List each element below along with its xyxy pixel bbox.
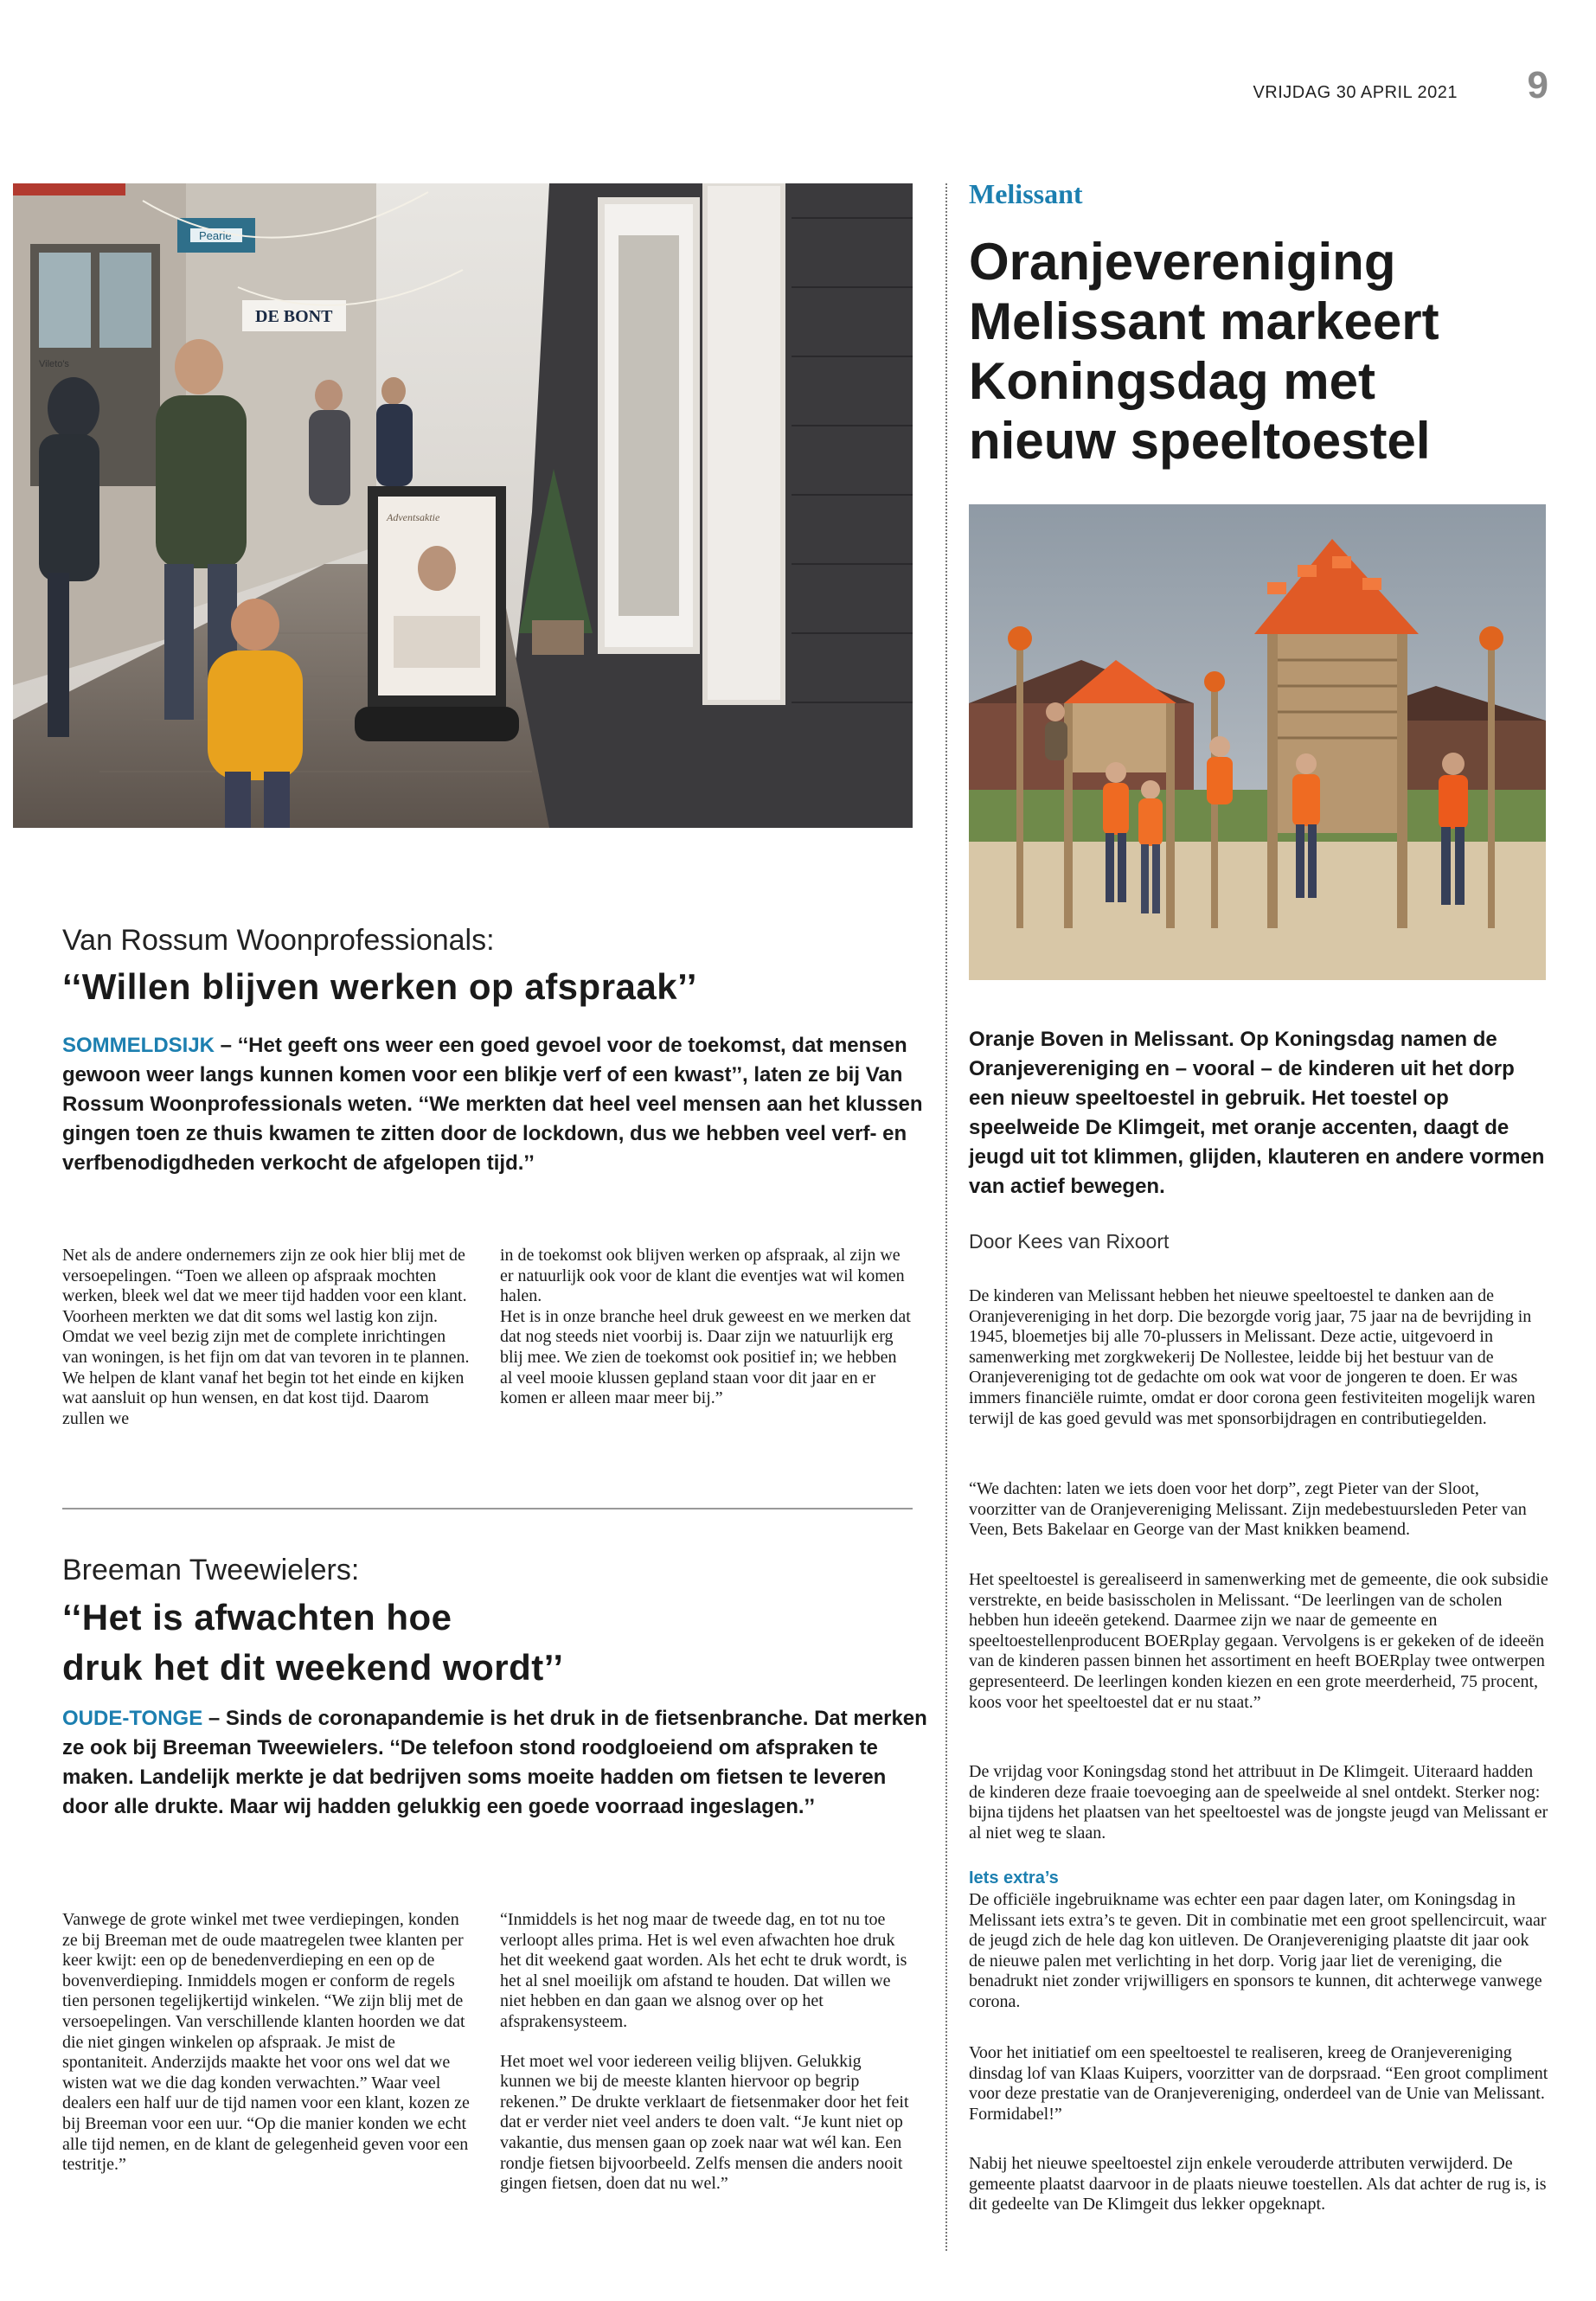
main-headline-line: Koningsdag met xyxy=(969,352,1376,410)
article1-paragraph: Het is in onze branche heel druk geweest en we merken dat dat nog steeds niet voorbij is. Daar zijn we natuurlijk erg blij mee. We zien de toekomst ook positief in; we hebben al veel mooie klussen gepland staan voor dit jaar en er komen er alleen maar meer bij.” xyxy=(500,1306,911,1408)
article3-paragraph-5: De officiële ingebruikname was echter een paar dagen later, om Koningsdag in Melissant iets extra’s te geven. Dit in combinatie met een groot spellencircuit, waar de jeugd zich de hele dag kon uitleven. De Oranjevereniging plaatste dit jaar ook de nieuwe palen met verlichting in het dorp. Vorig jaar liet de vereniging, die benadrukt niet zonder vrijwilligers en sponsors te kunnen, dit achterwege vanwege corona. xyxy=(969,1890,1547,2011)
article2-headline xyxy=(62,1593,564,1693)
article2-kicker: Breeman Tweewielers: xyxy=(62,1554,360,1586)
page-number: 9 xyxy=(1527,64,1548,106)
article1-column-2 xyxy=(500,1246,911,1409)
vileto-sign-text: Vileto's xyxy=(39,359,69,369)
section-label: Melissant xyxy=(969,178,1083,209)
article3-paragraph-2: “We dachten: laten we iets doen voor het dorp”, zegt Pieter van der Sloot, voorzitter van de Oranjevereniging Melissant. Zijn medebestuursleden Peter van Veen, Bets Bakelaar en George van der Mast knikken beamend. xyxy=(969,1479,1527,1540)
article3-paragraph-1: De kinderen van Melissant hebben het nieuwe speeltoestel te danken aan de Oranjevereniging in het dorp. Die bezorgde vorig jaar, 75 jaar na de bevrijding in 1945, bloemetjes bij alle 70-plussers in Melissant. Deze actie, uitgevoerd in samenwerking met zorgkwekerij De Nollestee, leidde bij het bestuur van de Oranjevereniging tot de gedachte om ook wat voor de jongeren te doen. Er was immers financiële ruimte, omdat er door corona geen festiviteiten mogelijk waren terwijl de kas goed gevuld was met sponsorbijdragen en contributiegelden. xyxy=(969,1286,1535,1428)
de-bont-sign: DE BONT xyxy=(255,307,333,326)
article1-headline: ‘‘Willen blijven werken op afspraak’’ xyxy=(62,966,697,1007)
article3-subhead: Iets extra’s xyxy=(969,1868,1059,1888)
main-headline-line: Melissant markeert xyxy=(969,292,1439,350)
article2-lead xyxy=(62,1704,927,1822)
article2-paragraph: “Inmiddels is het nog maar de tweede dag, en tot nu toe verloopt alles prima. Het is wel even afwachten hoe druk het dit weekend gaat worden. Als het echt te druk wordt, is het al snel moeilijk om afstand te houden. Dat willen we niet hebben en dan gaan we alsnog over op het afsprakensysteem. xyxy=(500,1910,907,2031)
main-headline-line: nieuw speeltoestel xyxy=(969,412,1431,470)
article1-column-1 xyxy=(62,1246,473,1429)
article2-column-1 xyxy=(62,1910,473,2176)
article3-lead: Oranje Boven in Melissant. Op Koningsdag namen de Oranjevereniging en – vooral – de kinderen uit het dorp een nieuw speeltoestel in gebruik. Het toestel op speelweide De Klimgeit, met oranje accenten, daagt de jeugd uit tot klimmen, glijden, klauteren en andere vormen van actief bewegen. xyxy=(969,1028,1545,1198)
pearle-sign-text: Pearle xyxy=(199,229,232,242)
article2-headline-line: druk het dit weekend wordt’’ xyxy=(62,1647,564,1688)
article3-paragraph-3: Het speeltoestel is gerealiseerd in samenwerking met de gemeente, die ook subsidie verstrekte, en beide basisscholen in Melissant. “De leerlingen van de scholen hebben hun ideeën getekend. Daarmee zijn we naar de gemeente en speeltoestellenproducent BOERplay gegaan. Vervolgens is er gekeken of de ideeën van de kinderen passen binnen het assortiment en heeft BOERplay twee ontwerpen gepresenteerd. De leerlingen konden kiezen en een grote meerderheid, 75 procent, koos voor het speeltoestel dat er nu staat.” xyxy=(969,1570,1548,1712)
issue-date: VRIJDAG 30 APRIL 2021 xyxy=(1253,83,1458,102)
article3-paragraph-6: Voor het initiatief om een speeltoestel te realiseren, kreeg de Oranjevereniging dinsdag lof van Klaas Kuipers, voorzitter van de dorpsraad. “Een groot compliment voor deze prestatie van de Oranjevereniging, onderdeel van de Unie van Melissant. Formidabel!” xyxy=(969,2043,1548,2124)
article-divider xyxy=(62,1508,913,1509)
article1-paragraph: Net als de andere ondernemers zijn ze ook hier blij met de versoepelingen. “Toen we alleen op afspraak mochten werken, bleek wel dat we meer tijd hadden voor een klant. Voorheen merkten we dat dit soms wel lastig kon zijn. Omdat we veel bezig zijn met de complete inrichtingen van woningen, is het fijn om dat van tevoren in te plannen. We helpen de klant vanaf het begin tot het einde en kijken wat aansluit op hun wensen, en dat kost tijd. Daarom zullen we xyxy=(62,1246,470,1428)
article3-paragraph-4: De vrijdag voor Koningsdag stond het attribuut in De Klimgeit. Uiteraard hadden de kinderen deze fraaie toevoeging aan de speelweide al snel ontdekt. Sterker nog: bijna tijdens het plaatsen van het speeltoestel was de jongste jeugd van Melissant er al niet weg te slaan. xyxy=(969,1762,1548,1843)
article2-column-2 xyxy=(500,1910,911,2195)
byline: Door Kees van Rixoort xyxy=(969,1230,1170,1253)
article1-lead xyxy=(62,1031,927,1178)
article1-kicker: Van Rossum Woonprofessionals: xyxy=(62,924,495,957)
article2-paragraph: Het moet wel voor iedereen veilig blijven. Gelukkig kunnen we bij de meeste klanten hiervoor op begrip rekenen.” De drukte verklaart de fietsenmaker door het feit dat er verder niet veel anders te doen valt. “Je kunt niet op vakantie, dus mensen gaan op zoek naar wat wél kan. Een rondje fietsen bijvoorbeeld. Zelfs mensen die anders nooit gingen fietsen, doen dat nu wel.” xyxy=(500,2051,909,2194)
main-headline xyxy=(969,232,1566,471)
article2-dateline: OUDE-TONGE xyxy=(62,1707,203,1730)
article1-lead-text: – ‘‘Het geeft ons weer een goed gevoel voor de toekomst, dat mensen gewoon weer langs kunnen komen voor een blikje verf of een kwast’’, laten ze bij Van Rossum Woonprofessionals weten. ‘‘We merkten dat heel veel mensen aan het klussen gingen toen ze thuis kwamen te zitten door de lockdown, dus we hebben veel verf- en verfbenodigdheden verkocht de afgelopen tijd.’’ xyxy=(62,1034,923,1175)
article2-headline-line: ‘‘Het is afwachten hoe xyxy=(62,1597,452,1638)
shopping-street-photo xyxy=(13,183,913,828)
article2-paragraph: Vanwege de grote winkel met twee verdiepingen, konden ze bij Breeman met de oude maatregelen twee klanten per keer kwijt: een op de benedenverdieping en een op de bovenverdieping. Inmiddels mogen er conform de regels tien personen tegelijkertijd winkelen. “We zijn blij met de versoepelingen. Van verschillende klanten hoorden we dat die niet gingen winkelen op afspraak. Je mist de spontaniteit. Anderzijds maakte het voor ons wel dat we wisten wat we die dag konden verwachten.” Waar veel dealers een half uur de tijd namen voor een klant, kozen ze bij Breeman voor een uur. “Op die manier konden we echt alle tijd nemen, en de klant de gelegenheid geven voor een testritje.” xyxy=(62,1910,470,2175)
article2-lead-text: – Sinds de coronapandemie is het druk in de fietsenbranche. Dat merken ze ook bij Breeman Tweewielers. ‘‘De telefoon stond roodgloeiend om afspraken te maken. Landelijk merkte je dat bedrijven soms moeite hadden om fietsen te leveren door alle drukte. Maar wij hadden gelukkig een goede voorraad ingeslagen.’’ xyxy=(62,1707,927,1818)
article3-paragraph-7: Nabij het nieuwe speeltoestel zijn enkele verouderde attributen verwijderd. De gemeente plaatst daarvoor in de plaats nieuwe toestellen. Als dat achter de rug is, is dit gedeelte van De Klimgeit dus lekker opgeknapt. xyxy=(969,2154,1547,2214)
column-divider xyxy=(945,183,947,2251)
article1-dateline: SOMMELDSIJK xyxy=(62,1034,215,1057)
article1-paragraph: in de toekomst ook blijven werken op afspraak, al zijn we er natuurlijk ook voor de klant die eventjes wat wil komen halen. xyxy=(500,1246,905,1306)
playground-photo xyxy=(969,504,1546,980)
poster-title: Adventsaktie xyxy=(387,511,440,523)
main-headline-line: Oranjevereniging xyxy=(969,233,1396,291)
